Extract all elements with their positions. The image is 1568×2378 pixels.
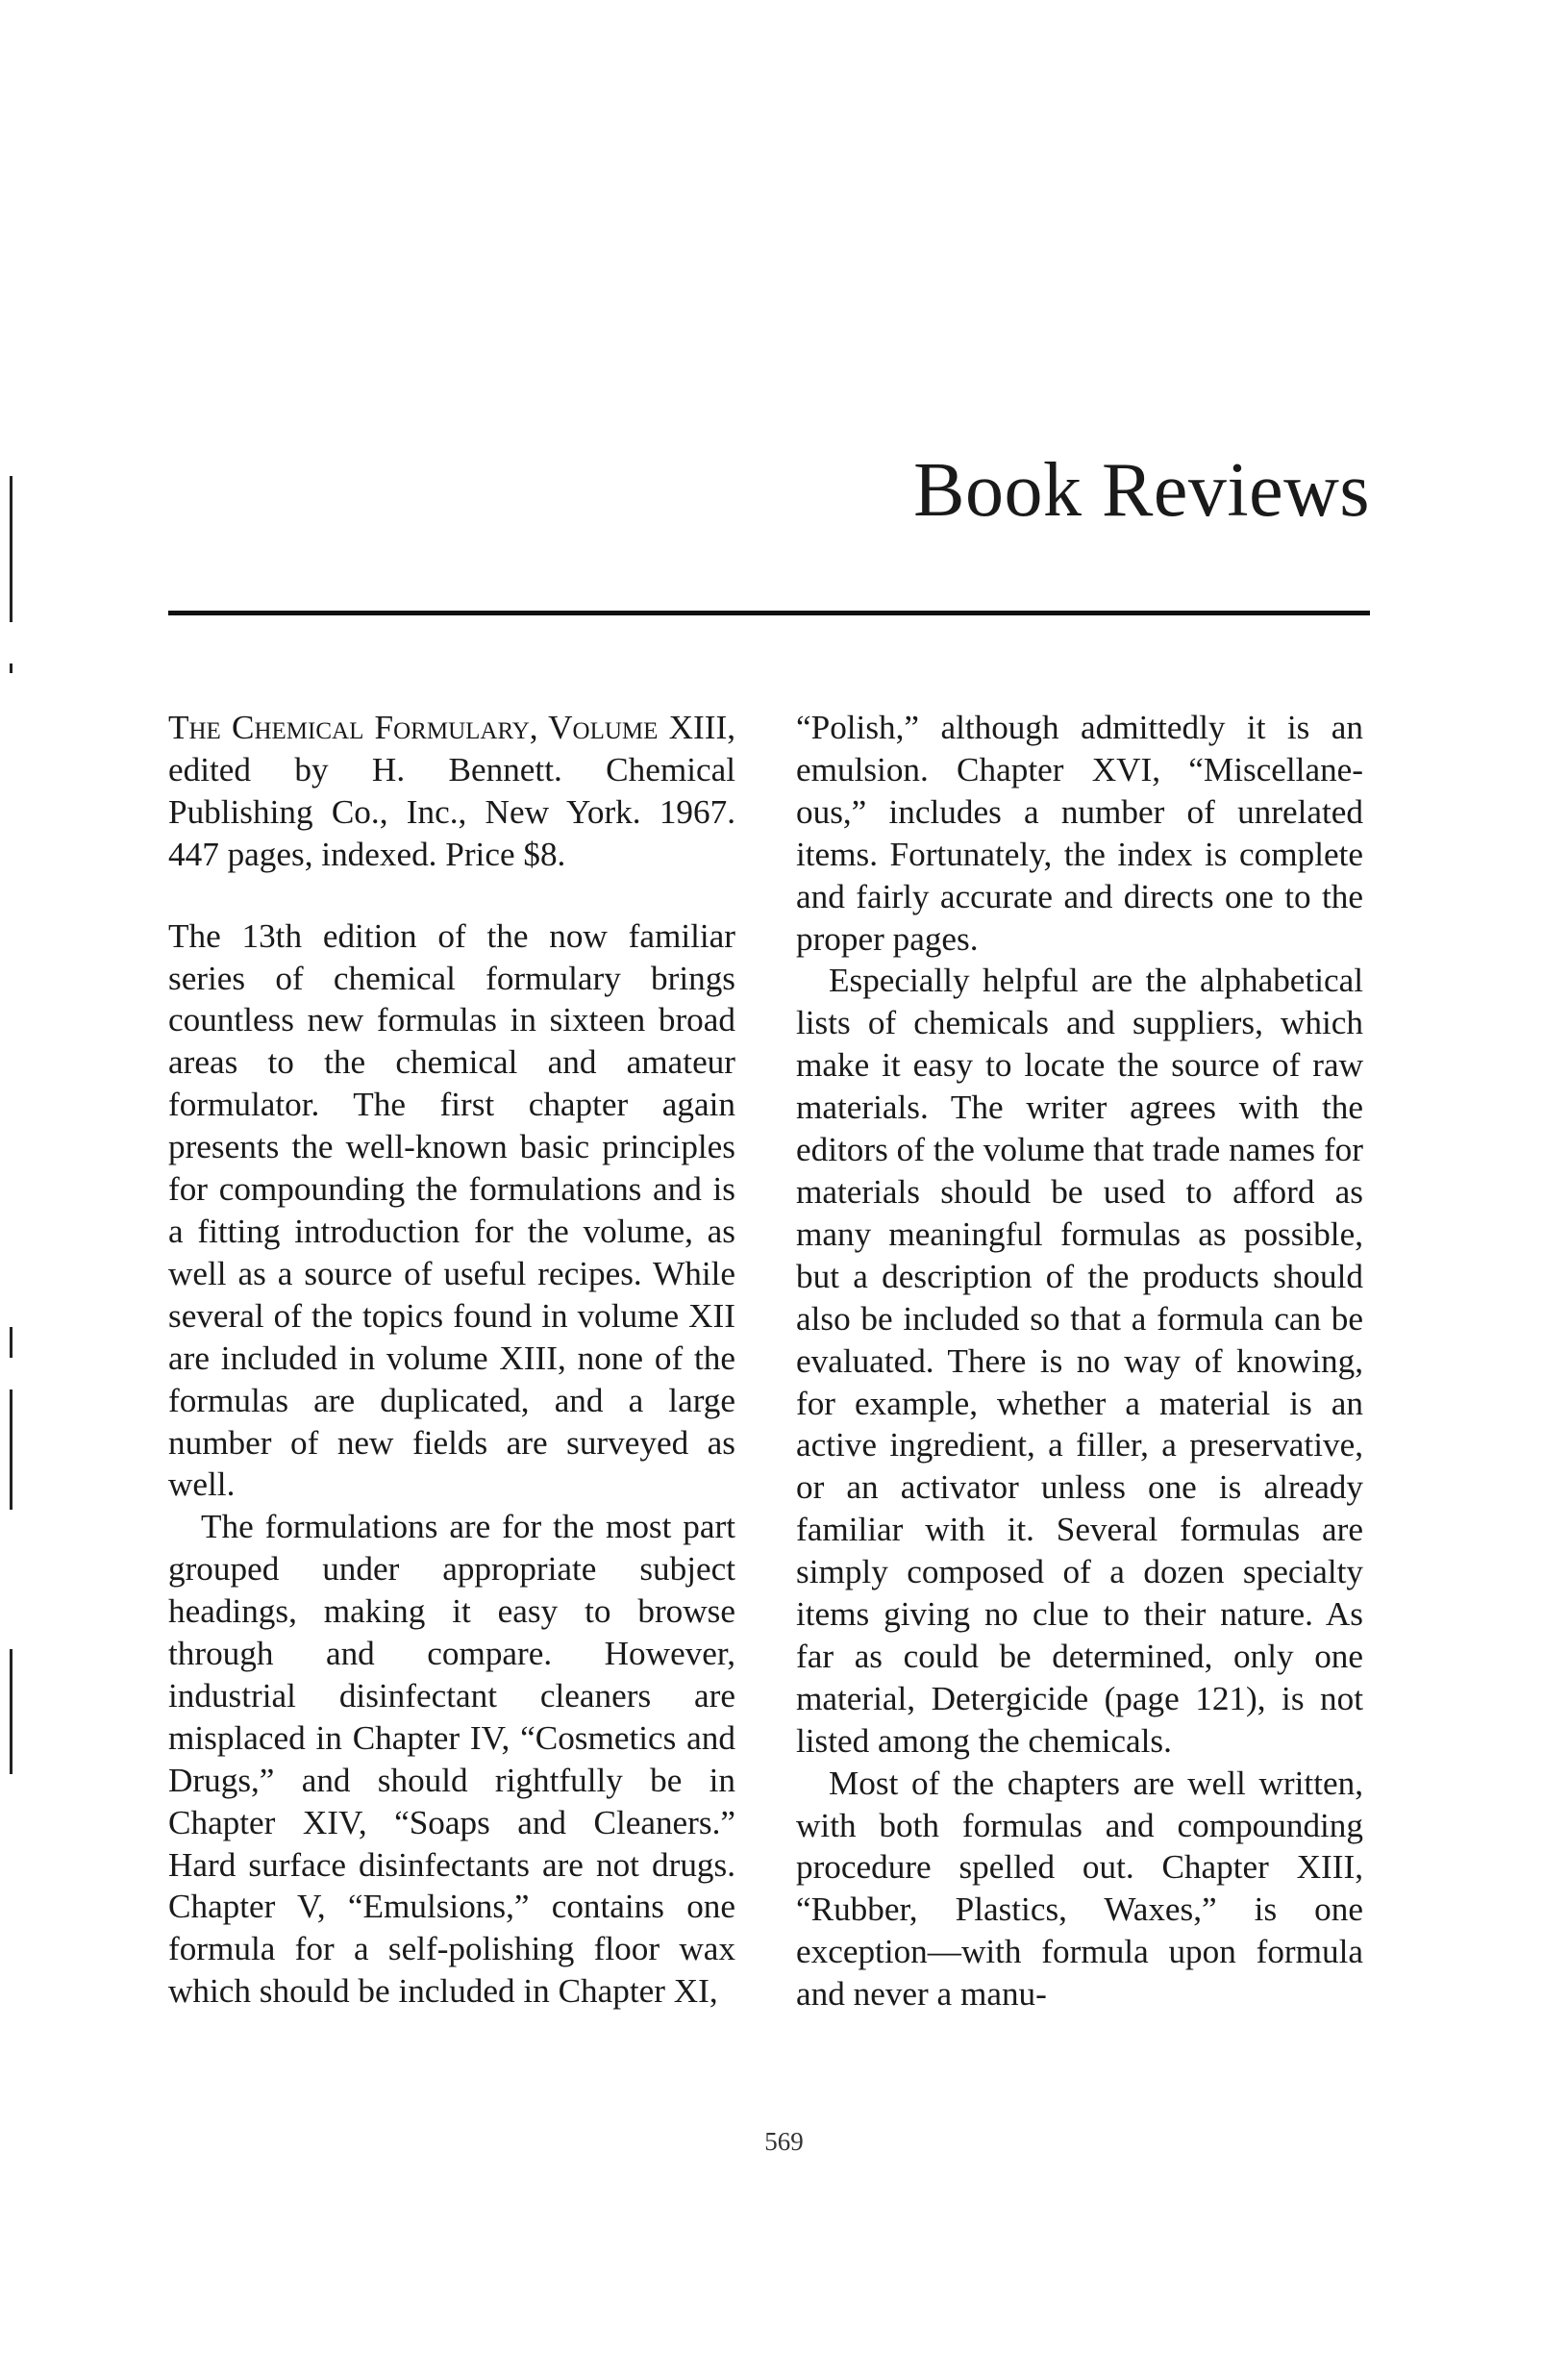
review-paragraph: Most of the chapters are well written, with both formulas and compounding procedure spelled out. Chapter XIII, “Rubber, Plastics, Waxes,” is one exception—with formula upon formula and never a manu- [796, 1764, 1363, 2014]
right-column [796, 707, 1363, 2015]
book-citation [168, 707, 735, 876]
page-title: Book Reviews [913, 448, 1370, 533]
margin-mark [10, 1327, 12, 1358]
margin-mark [10, 1389, 12, 1510]
book-details: XIII, edited by H. Bennett. Chemical Publishing Co., Inc., New York. 1967. 447 pages, indexed. Price $8. [168, 709, 735, 873]
review-paragraph: Especially helpful are the alphabetical lists of chemicals and suppliers, which make it easy to locate the source of raw materials. The writer agrees with the editors of the volume that trade names for materials should be used to afford as many meaningful formulas as possible, but a description of the products should also be included so that a formula can be evaluated. There is no way of knowing, for example, whether a material is an active ingredient, a filler, a preservative, or an activator unless one is already familiar with it. Several formulas are simply composed of a dozen specialty items giving no clue to their nature. As far as could be determined, only one material, Detergicide (page 121), is not listed among the chemicals. [796, 962, 1363, 1760]
review-paragraph: The formulations are for the most part grouped under appropriate subject headings, making it easy to browse through and compare. However, industrial disinfectant cleaners are misplaced in Chapter IV, “Cosmetics and Drugs,” and should rightfully be in Chapter XIV, “Soaps and Cleaners.” Hard surface disinfectants are not drugs. Chapter V, “Emulsions,” contains one formula for a self-polishing floor wax which should be included in Chapter XI, [168, 1508, 735, 2011]
heading-divider [168, 611, 1370, 615]
margin-mark [10, 476, 12, 622]
book-title: The Chemical Formulary, Volume [168, 709, 659, 746]
review-paragraph: “Polish,” although admittedly it is an emulsion. Chapter XVI, “Miscellaneous,” includes a number of unrelated items. Fortunately, the index is complete and fairly accurate and directs one to the proper pages. [796, 709, 1363, 958]
left-column [168, 707, 735, 2013]
margin-mark [10, 1649, 12, 1774]
margin-mark [10, 663, 12, 673]
review-paragraph: The 13th edition of the now familiar series of chemical formulary brings countless new formulas in sixteen broad areas to the chemical and amateur formulator. The first chapter again presents the well-known basic principles for compounding the formulations and is a fitting introduction for the volume, as well as a source of useful recipes. While several of the topics found in volume XII are included in volume XIII, none of the formulas are duplicated, and a large number of new fields are surveyed as well. [168, 916, 735, 1504]
page-number: 569 [764, 2127, 804, 2156]
